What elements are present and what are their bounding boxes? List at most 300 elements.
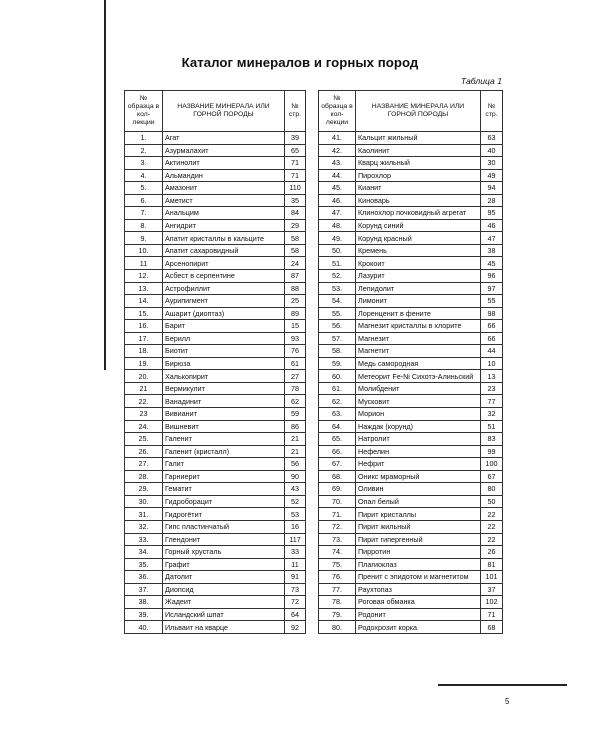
table-row — [125, 546, 306, 559]
cell-page: 62 — [285, 395, 306, 408]
cell-number: 14. — [125, 295, 163, 308]
cell-mineral-name: Кальцит жильный — [356, 132, 481, 145]
cell-number: 50. — [319, 244, 356, 257]
cell-page: 80 — [481, 483, 503, 496]
cell-number: 74. — [319, 546, 356, 559]
table-row — [319, 433, 503, 446]
cell-number: 71. — [319, 508, 356, 521]
column-header-page: № стр. — [285, 91, 306, 132]
cell-number: 59. — [319, 357, 356, 370]
cell-number: 11 — [125, 257, 163, 270]
cell-mineral-name: Пирохлор — [356, 169, 481, 182]
cell-page: 33 — [285, 546, 306, 559]
table-row — [125, 345, 306, 358]
cell-page: 84 — [285, 207, 306, 220]
table-row — [125, 470, 306, 483]
cell-number: 53. — [319, 282, 356, 295]
table-row — [125, 508, 306, 521]
cell-page: 49 — [481, 169, 503, 182]
table-row — [319, 370, 503, 383]
table-row — [319, 132, 503, 145]
cell-mineral-name: Апатит кристаллы в кальците — [163, 232, 285, 245]
table-row — [125, 320, 306, 333]
cell-mineral-name: Вивианит — [163, 408, 285, 421]
table-row — [125, 533, 306, 546]
cell-page: 30 — [481, 157, 503, 170]
cell-mineral-name: Морион — [356, 408, 481, 421]
cell-number: 80. — [319, 621, 356, 634]
cell-page: 38 — [481, 244, 503, 257]
cell-mineral-name: Вермикулит — [163, 382, 285, 395]
cell-page: 78 — [285, 382, 306, 395]
cell-number: 10. — [125, 244, 163, 257]
table-row — [319, 571, 503, 584]
table-row — [319, 169, 503, 182]
cell-page: 44 — [481, 345, 503, 358]
table-row — [319, 320, 503, 333]
table-row — [125, 207, 306, 220]
cell-number: 15. — [125, 307, 163, 320]
table-row — [319, 621, 503, 634]
table-row — [125, 232, 306, 245]
cell-mineral-name: Плагиоклаз — [356, 558, 481, 571]
cell-mineral-name: Нефелин — [356, 445, 481, 458]
table-row — [319, 295, 503, 308]
cell-page: 43 — [285, 483, 306, 496]
cell-number: 24. — [125, 420, 163, 433]
cell-mineral-name: Лоренценит в фените — [356, 307, 481, 320]
cell-number: 78. — [319, 596, 356, 609]
cell-page: 71 — [285, 157, 306, 170]
cell-mineral-name: Корунд красный — [356, 232, 481, 245]
cell-page: 58 — [285, 244, 306, 257]
cell-page: 89 — [285, 307, 306, 320]
table-row — [319, 182, 503, 195]
cell-number: 12. — [125, 270, 163, 283]
cell-number: 17. — [125, 332, 163, 345]
table-row — [319, 357, 503, 370]
table-row — [319, 270, 503, 283]
cell-page: 15 — [285, 320, 306, 333]
cell-mineral-name: Аметист — [163, 194, 285, 207]
cell-mineral-name: Оникс мраморный — [356, 470, 481, 483]
table-row — [319, 194, 503, 207]
cell-number: 61. — [319, 382, 356, 395]
cell-page: 51 — [481, 420, 503, 433]
cell-mineral-name: Пирит жильный — [356, 520, 481, 533]
page-number: 5 — [505, 697, 510, 706]
cell-mineral-name: Альмандин — [163, 169, 285, 182]
cell-page: 55 — [481, 295, 503, 308]
cell-mineral-name: Берилл — [163, 332, 285, 345]
cell-page: 102 — [481, 596, 503, 609]
cell-page: 21 — [285, 433, 306, 446]
cell-mineral-name: Крокоит — [356, 257, 481, 270]
cell-page: 29 — [285, 219, 306, 232]
cell-mineral-name: Магнезит — [356, 332, 481, 345]
cell-mineral-name: Опал белый — [356, 495, 481, 508]
cell-number: 51. — [319, 257, 356, 270]
cell-page: 28 — [481, 194, 503, 207]
cell-number: 64. — [319, 420, 356, 433]
table-row — [319, 257, 503, 270]
table-header-row — [125, 91, 306, 132]
cell-page: 77 — [481, 395, 503, 408]
cell-mineral-name: Ашарит (диоптаз) — [163, 307, 285, 320]
cell-number: 36. — [125, 571, 163, 584]
cell-page: 52 — [285, 495, 306, 508]
cell-page: 32 — [481, 408, 503, 421]
cell-mineral-name: Молибденит — [356, 382, 481, 395]
cell-mineral-name: Клинохлор почковидный агрегат — [356, 207, 481, 220]
cell-page: 56 — [285, 458, 306, 471]
table-row — [319, 232, 503, 245]
cell-page: 22 — [481, 520, 503, 533]
cell-number: 3. — [125, 157, 163, 170]
cell-number: 57. — [319, 332, 356, 345]
cell-page: 53 — [285, 508, 306, 521]
cell-page: 72 — [285, 596, 306, 609]
table-row — [125, 520, 306, 533]
cell-mineral-name: Гидроборацит — [163, 495, 285, 508]
cell-number: 55. — [319, 307, 356, 320]
cell-mineral-name: Кремень — [356, 244, 481, 257]
cell-mineral-name: Азурмалахит — [163, 144, 285, 157]
cell-number: 47. — [319, 207, 356, 220]
table-row — [319, 583, 503, 596]
table-row — [125, 157, 306, 170]
table-row — [319, 546, 503, 559]
cell-mineral-name: Арсенопирит — [163, 257, 285, 270]
cell-page: 93 — [285, 332, 306, 345]
cell-page: 27 — [285, 370, 306, 383]
footer-rule — [438, 684, 567, 686]
table-row — [125, 194, 306, 207]
cell-mineral-name: Ильваит на кварце — [163, 621, 285, 634]
cell-page: 110 — [285, 182, 306, 195]
cell-mineral-name: Гипс пластинчатый — [163, 520, 285, 533]
table-row — [125, 583, 306, 596]
column-header-number: № образца в кол-лекции — [319, 91, 356, 132]
cell-page: 66 — [481, 332, 503, 345]
table-row — [319, 608, 503, 621]
cell-number: 56. — [319, 320, 356, 333]
cell-page: 63 — [481, 132, 503, 145]
cell-number: 75. — [319, 558, 356, 571]
cell-page: 94 — [481, 182, 503, 195]
cell-mineral-name: Корунд синий — [356, 219, 481, 232]
catalog-table-right — [318, 90, 503, 634]
cell-mineral-name: Натролит — [356, 433, 481, 446]
cell-mineral-name: Лепидолит — [356, 282, 481, 295]
cell-number: 48. — [319, 219, 356, 232]
table-caption: Таблица 1 — [460, 76, 502, 86]
cell-mineral-name: Гидрогётит — [163, 508, 285, 521]
cell-mineral-name: Графит — [163, 558, 285, 571]
cell-number: 60. — [319, 370, 356, 383]
table-row — [125, 433, 306, 446]
cell-number: 25. — [125, 433, 163, 446]
cell-mineral-name: Амазонит — [163, 182, 285, 195]
cell-mineral-name: Гарниерит — [163, 470, 285, 483]
cell-mineral-name: Бирюза — [163, 357, 285, 370]
cell-page: 101 — [481, 571, 503, 584]
cell-page: 92 — [285, 621, 306, 634]
cell-number: 79. — [319, 608, 356, 621]
cell-page: 22 — [481, 508, 503, 521]
table-row — [319, 420, 503, 433]
cell-mineral-name: Метеорит Fe-Ni Сихотэ-Алиньский — [356, 370, 481, 383]
cell-page: 59 — [285, 408, 306, 421]
cell-number: 29. — [125, 483, 163, 496]
cell-number: 34. — [125, 546, 163, 559]
cell-number: 9. — [125, 232, 163, 245]
cell-mineral-name: Роговая обманка — [356, 596, 481, 609]
cell-number: 66. — [319, 445, 356, 458]
cell-page: 64 — [285, 608, 306, 621]
table-row — [125, 357, 306, 370]
cell-page: 91 — [285, 571, 306, 584]
cell-mineral-name: Анальцим — [163, 207, 285, 220]
cell-page: 87 — [285, 270, 306, 283]
table-body-right — [319, 132, 503, 634]
cell-page: 81 — [481, 558, 503, 571]
cell-mineral-name: Астрофиллит — [163, 282, 285, 295]
cell-page: 10 — [481, 357, 503, 370]
cell-page: 45 — [481, 257, 503, 270]
cell-mineral-name: Ангидрит — [163, 219, 285, 232]
table-row — [125, 244, 306, 257]
table-row — [125, 307, 306, 320]
cell-page: 73 — [285, 583, 306, 596]
table-row — [319, 558, 503, 571]
table-row — [319, 219, 503, 232]
cell-number: 32. — [125, 520, 163, 533]
cell-number: 1. — [125, 132, 163, 145]
cell-number: 22. — [125, 395, 163, 408]
cell-number: 41. — [319, 132, 356, 145]
cell-mineral-name: Барит — [163, 320, 285, 333]
cell-page: 76 — [285, 345, 306, 358]
cell-number: 63. — [319, 408, 356, 421]
cell-page: 98 — [481, 307, 503, 320]
cell-page: 37 — [481, 583, 503, 596]
cell-mineral-name: Мусковит — [356, 395, 481, 408]
cell-page: 58 — [285, 232, 306, 245]
cell-number: 18. — [125, 345, 163, 358]
page-title: Каталог минералов и горных пород — [181, 55, 419, 70]
cell-mineral-name: Исландский шпат — [163, 608, 285, 621]
cell-mineral-name: Актинолит — [163, 157, 285, 170]
cell-mineral-name: Раухтопаз — [356, 583, 481, 596]
cell-number: 28. — [125, 470, 163, 483]
cell-number: 46. — [319, 194, 356, 207]
cell-page: 25 — [285, 295, 306, 308]
cell-number: 16. — [125, 320, 163, 333]
cell-mineral-name: Лимонит — [356, 295, 481, 308]
column-header-name: НАЗВАНИЕ МИНЕРАЛА ИЛИ ГОРНОЙ ПОРОДЫ — [356, 91, 481, 132]
table-row — [319, 395, 503, 408]
cell-page: 67 — [481, 470, 503, 483]
table-row — [319, 495, 503, 508]
cell-number: 20. — [125, 370, 163, 383]
cell-number: 68. — [319, 470, 356, 483]
cell-number: 39. — [125, 608, 163, 621]
cell-number: 62. — [319, 395, 356, 408]
table-row — [125, 408, 306, 421]
cell-number: 33. — [125, 533, 163, 546]
table-row — [319, 483, 503, 496]
table-row — [125, 608, 306, 621]
cell-page: 21 — [285, 445, 306, 458]
cell-mineral-name: Апатит сахаровидный — [163, 244, 285, 257]
table-row — [319, 445, 503, 458]
table-row — [125, 132, 306, 145]
cell-number: 23 — [125, 408, 163, 421]
cell-number: 65. — [319, 433, 356, 446]
cell-page: 13 — [481, 370, 503, 383]
table-row — [125, 295, 306, 308]
cell-page: 83 — [481, 433, 503, 446]
cell-page: 65 — [285, 144, 306, 157]
cell-number: 19. — [125, 357, 163, 370]
cell-mineral-name: Магнетит — [356, 345, 481, 358]
table-row — [125, 458, 306, 471]
cell-mineral-name: Пирит гипергенный — [356, 533, 481, 546]
cell-number: 27. — [125, 458, 163, 471]
cell-page: 11 — [285, 558, 306, 571]
cell-number: 52. — [319, 270, 356, 283]
cell-page: 16 — [285, 520, 306, 533]
cell-number: 67. — [319, 458, 356, 471]
cell-mineral-name: Каолинит — [356, 144, 481, 157]
cell-page: 99 — [481, 445, 503, 458]
cell-number: 72. — [319, 520, 356, 533]
cell-number: 30. — [125, 495, 163, 508]
column-header-name: НАЗВАНИЕ МИНЕРАЛА ИЛИ ГОРНОЙ ПОРОДЫ — [163, 91, 285, 132]
cell-page: 35 — [285, 194, 306, 207]
cell-number: 43. — [319, 157, 356, 170]
cell-page: 47 — [481, 232, 503, 245]
cell-mineral-name: Жадеит — [163, 596, 285, 609]
cell-number: 8. — [125, 219, 163, 232]
table-row — [125, 282, 306, 295]
table-row — [319, 596, 503, 609]
cell-number: 35. — [125, 558, 163, 571]
cell-page: 61 — [285, 357, 306, 370]
cell-mineral-name: Галенит (кристалл) — [163, 445, 285, 458]
cell-number: 54. — [319, 295, 356, 308]
table-row — [125, 571, 306, 584]
cell-mineral-name: Оливин — [356, 483, 481, 496]
cell-number: 2. — [125, 144, 163, 157]
table-row — [319, 157, 503, 170]
cell-mineral-name: Пирротин — [356, 546, 481, 559]
table-header-row — [319, 91, 503, 132]
cell-mineral-name: Датолит — [163, 571, 285, 584]
cell-mineral-name: Биотит — [163, 345, 285, 358]
cell-page: 96 — [481, 270, 503, 283]
cell-page: 71 — [481, 608, 503, 621]
cell-number: 77. — [319, 583, 356, 596]
cell-number: 42. — [319, 144, 356, 157]
column-header-page: № стр. — [481, 91, 503, 132]
cell-mineral-name: Агат — [163, 132, 285, 145]
table-row — [319, 520, 503, 533]
table-row — [319, 458, 503, 471]
cell-page: 90 — [285, 470, 306, 483]
table-row — [319, 244, 503, 257]
cell-number: 21 — [125, 382, 163, 395]
table-row — [125, 257, 306, 270]
cell-mineral-name: Пренит с эпидотом и магнетитом — [356, 571, 481, 584]
table-row — [319, 144, 503, 157]
cell-mineral-name: Галенит — [163, 433, 285, 446]
cell-page: 39 — [285, 132, 306, 145]
cell-number: 26. — [125, 445, 163, 458]
cell-mineral-name: Аурипигмент — [163, 295, 285, 308]
cell-number: 44. — [319, 169, 356, 182]
table-row — [319, 207, 503, 220]
table-row — [125, 495, 306, 508]
table-row — [125, 219, 306, 232]
cell-page: 66 — [481, 320, 503, 333]
cell-number: 31. — [125, 508, 163, 521]
table-row — [125, 558, 306, 571]
cell-number: 58. — [319, 345, 356, 358]
cell-mineral-name: Лазурит — [356, 270, 481, 283]
cell-mineral-name: Киноварь — [356, 194, 481, 207]
table-row — [319, 533, 503, 546]
table-row — [125, 182, 306, 195]
table-row — [125, 382, 306, 395]
table-row — [125, 270, 306, 283]
table-row — [125, 332, 306, 345]
cell-number: 73. — [319, 533, 356, 546]
cell-number: 38. — [125, 596, 163, 609]
column-header-number: № образца в кол-лекции — [125, 91, 163, 132]
table-row — [319, 282, 503, 295]
table-row — [125, 621, 306, 634]
table-row — [319, 382, 503, 395]
cell-mineral-name: Магнезит кристаллы в хлорите — [356, 320, 481, 333]
cell-number: 45. — [319, 182, 356, 195]
cell-mineral-name: Вишневит — [163, 420, 285, 433]
cell-page: 68 — [481, 621, 503, 634]
cell-mineral-name: Наждак (корунд) — [356, 420, 481, 433]
table-row — [125, 395, 306, 408]
cell-page: 22 — [481, 533, 503, 546]
table-row — [125, 370, 306, 383]
cell-page: 46 — [481, 219, 503, 232]
cell-mineral-name: Кварц жильный — [356, 157, 481, 170]
cell-page: 50 — [481, 495, 503, 508]
cell-mineral-name: Глендонит — [163, 533, 285, 546]
cell-number: 6. — [125, 194, 163, 207]
catalog-table-left — [124, 90, 306, 634]
cell-number: 4. — [125, 169, 163, 182]
cell-number: 69. — [319, 483, 356, 496]
cell-number: 5. — [125, 182, 163, 195]
cell-number: 70. — [319, 495, 356, 508]
cell-page: 26 — [481, 546, 503, 559]
table-row — [319, 470, 503, 483]
cell-page: 24 — [285, 257, 306, 270]
cell-mineral-name: Нефрит — [356, 458, 481, 471]
table-row — [319, 408, 503, 421]
cell-number: 13. — [125, 282, 163, 295]
cell-mineral-name: Родонит — [356, 608, 481, 621]
